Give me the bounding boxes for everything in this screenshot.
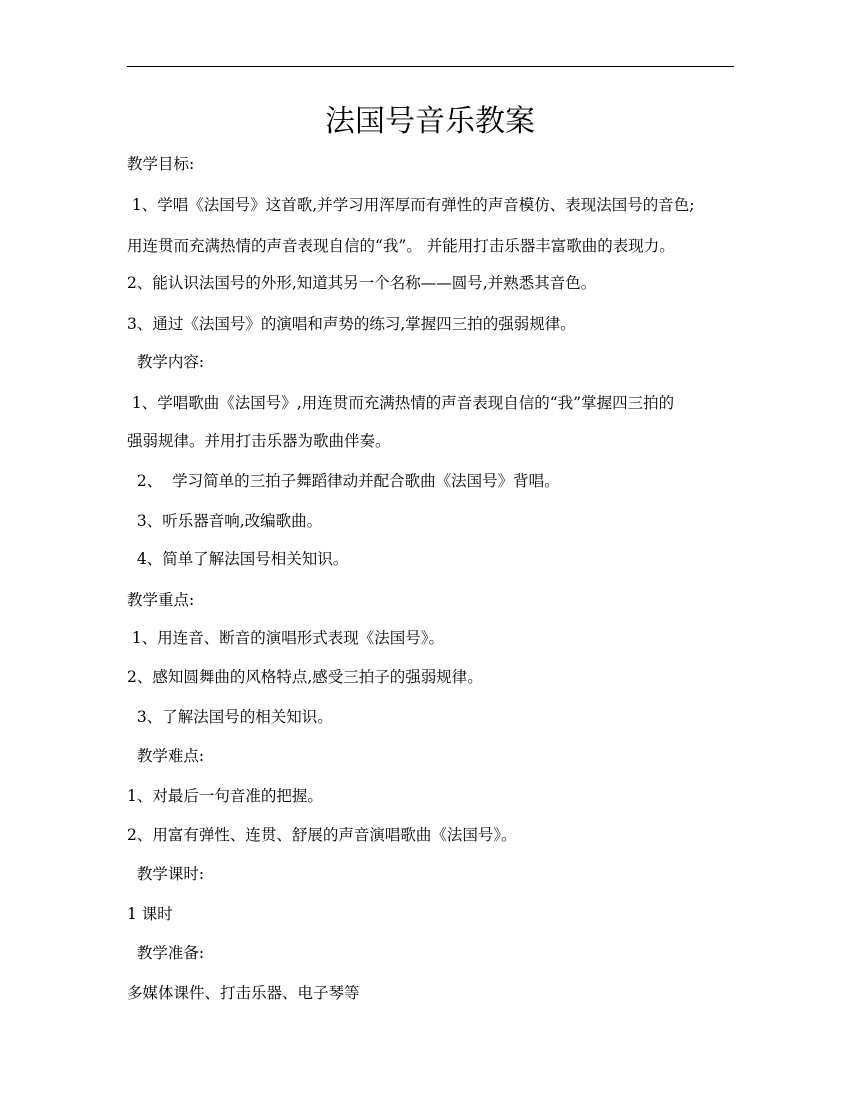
paragraph-line: 多媒体课件、打击乐器、电子琴等 xyxy=(127,984,360,1002)
paragraph-line: 用连贯而充满热情的声音表现自信的“我”。 并能用打击乐器丰富歌曲的表现力。 xyxy=(127,237,675,255)
paragraph-line: 3、听乐器音响,改编歌曲。 xyxy=(127,512,323,530)
section-heading-content: 教学内容: xyxy=(127,353,205,371)
section-heading-class-hours: 教学课时: xyxy=(127,865,205,883)
paragraph-line: 3、通过《法国号》的演唱和声势的练习,掌握四三拍的强弱规律。 xyxy=(127,315,576,333)
paragraph-line: 1、学唱歌曲《法国号》,用连贯而充满热情的声音表现自信的“我”掌握四三拍的 xyxy=(127,394,675,412)
paragraph-line: 1 课时 xyxy=(127,905,173,923)
paragraph-line: 2、用富有弹性、连贯、舒展的声音演唱歌曲《法国号》。 xyxy=(127,826,517,844)
section-heading-preparation: 教学准备: xyxy=(127,944,205,962)
paragraph-line: 2、 学习简单的三拍子舞蹈律动并配合歌曲《法国号》背唱。 xyxy=(127,472,560,490)
paragraph-line: 4、简单了解法国号相关知识。 xyxy=(127,550,349,568)
paragraph-line: 2、能认识法国号的外形,知道其另一个名称——圆号,并熟悉其音色。 xyxy=(127,274,597,292)
paragraph-line: 1、学唱《法国号》这首歌,并学习用浑厚而有弹性的声音模仿、表现法国号的音色; xyxy=(127,196,695,214)
paragraph-line: 强弱规律。并用打击乐器为歌曲伴奏。 xyxy=(127,432,391,450)
section-heading-objectives: 教学目标: xyxy=(127,155,195,173)
section-heading-difficulties: 教学难点: xyxy=(127,747,205,765)
paragraph-line: 1、对最后一句音准的把握。 xyxy=(127,787,323,805)
paragraph-line: 3、了解法国号的相关知识。 xyxy=(127,708,333,726)
paragraph-line: 2、感知圆舞曲的风格特点,感受三拍子的强弱规律。 xyxy=(127,668,483,686)
section-heading-key-points: 教学重点: xyxy=(127,591,195,609)
document-title: 法国号音乐教案 xyxy=(325,104,535,139)
header-rule xyxy=(127,66,734,67)
paragraph-line: 1、用连音、断音的演唱形式表现《法国号》。 xyxy=(127,629,445,647)
